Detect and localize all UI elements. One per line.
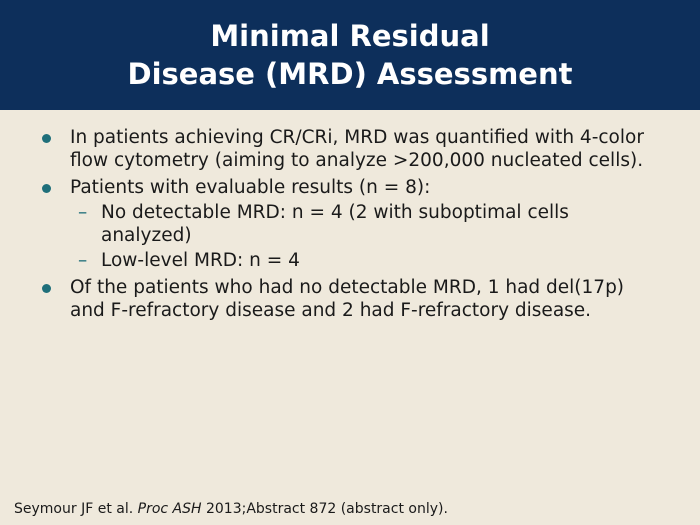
bullet-list <box>0 126 700 322</box>
title-banner <box>0 0 700 110</box>
bullet-item <box>0 126 700 172</box>
bullet-dot-icon <box>42 134 51 143</box>
dash-icon: – <box>78 250 88 271</box>
citation-suffix: 2013;Abstract 872 (abstract only). <box>201 501 448 517</box>
bullet-text: Of the patients who had no detectable MRD, 1 had del(17p) and F-refractory disease and 2 had F-refractory disease. <box>70 277 625 321</box>
citation-journal: Proc ASH <box>137 501 202 517</box>
dash-icon: – <box>78 202 88 223</box>
bullet-item <box>0 276 700 322</box>
bullet-dot-icon <box>42 284 51 293</box>
sub-bullet-item <box>70 249 660 272</box>
slide-title-line-2: Disease (MRD) Assessment <box>127 57 573 91</box>
sub-bullet-list <box>70 201 660 272</box>
sub-bullet-text: No detectable MRD: n = 4 (2 with suboptimal cells analyzed) <box>101 202 569 246</box>
sub-bullet-item <box>70 201 660 247</box>
bullet-text: Patients with evaluable results (n = 8): <box>70 177 431 198</box>
slide-content <box>0 126 700 326</box>
citation-footnote <box>14 500 448 518</box>
citation-prefix: Seymour JF et al. <box>14 501 138 517</box>
slide-title-line-1: Minimal Residual <box>210 19 490 53</box>
sub-bullet-text: Low-level MRD: n = 4 <box>101 250 300 271</box>
bullet-dot-icon <box>42 184 51 193</box>
bullet-item <box>0 176 700 272</box>
bullet-text: In patients achieving CR/CRi, MRD was quantified with 4-color flow cytometry (aiming to analyze >200,000 nucleated cells). <box>70 127 644 171</box>
